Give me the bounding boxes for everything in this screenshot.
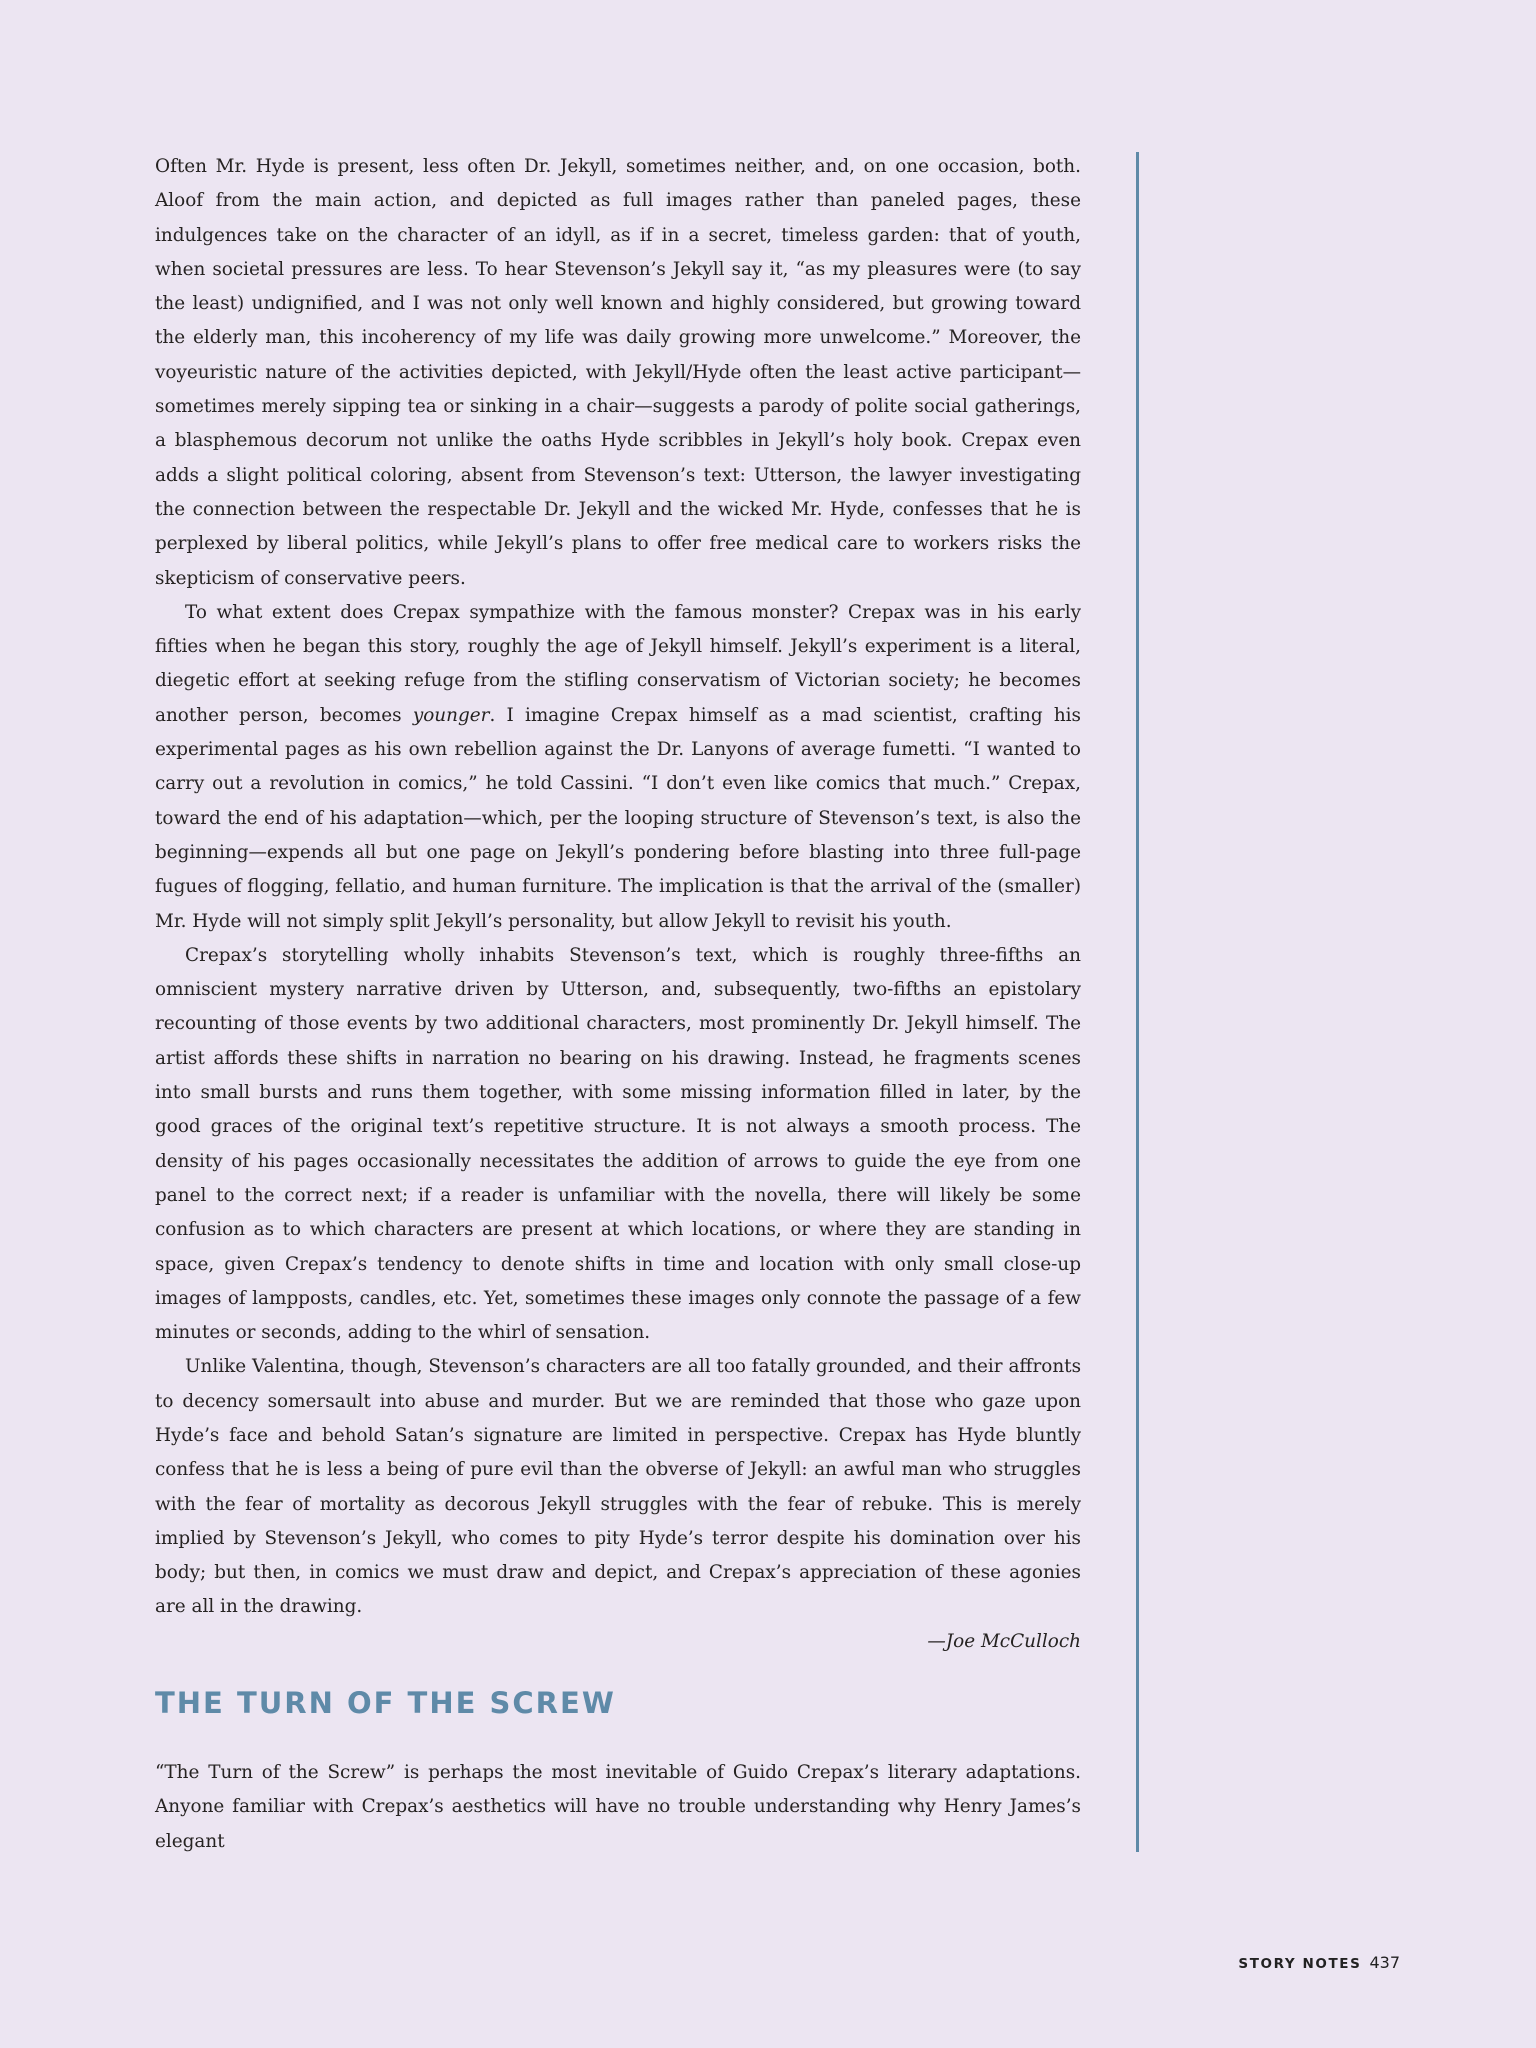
vertical-rule-divider bbox=[1136, 152, 1139, 1852]
section-intro-paragraph: “The Turn of the Screw” is perhaps the most inevitable of Guido Crepax’s literary adaptations. Anyone familiar with Crepax’s aesthetics will have no trouble understanding why Henry James’s elegant bbox=[155, 1762, 1081, 1852]
page-footer bbox=[1238, 1953, 1400, 1972]
page-number: 437 bbox=[1369, 1953, 1400, 1972]
paragraph-1: Often Mr. Hyde is present, less often Dr. Jekyll, sometimes neither, and, on one occasion, both. Aloof from the main action, and depicted as full images rather than paneled pages, these indulgences take on the character of an idyll, as if in a secret, timeless garden: that of youth, when societal pressures are less. To hear Stevenson’s Jekyll say it, “as my pleasures were (to say the least) undignified, and I was not only well known and highly considered, but growing toward the elderly man, this incoherency of my life was daily growing more unwelcome.” Moreover, the voyeuristic nature of the activities depicted, with Jekyll/Hyde often the least active participant—sometimes merely sipping tea or sinking in a chair—suggests a parody of polite social gatherings, a blasphemous decorum not unlike the oaths Hyde scribbles in Jekyll’s holy book. Crepax even adds a slight political coloring, absent from Stevenson’s text: Utterson, the lawyer investigating the connection between the respectable Dr. Jekyll and the wicked Mr. Hyde, confesses that he is perplexed by liberal politics, while Jekyll’s plans to offer free medical care to workers risks the skepticism of conservative peers. bbox=[155, 156, 1081, 589]
paragraph-4: Unlike Valentina, though, Stevenson’s characters are all too fatally grounded, and their affronts to decency somersault into abuse and murder. But we are reminded that those who gaze upon Hyde’s face and behold Satan’s signature are limited in perspective. Crepax has Hyde bluntly confess that he is less a being of pure evil than the obverse of Jekyll: an awful man who struggles with the fear of mortality as decorous Jekyll struggles with the fear of rebuke. This is merely implied by Stevenson’s Jekyll, who comes to pity Hyde’s terror despite his domination over his body; but then, in comics we must draw and depict, and Crepax’s appreciation of these agonies are all in the drawing. bbox=[155, 1356, 1082, 1618]
paragraph-2-text-b: . I imagine Crepax himself as a mad scientist, crafting his experimental pages as his own rebellion against the Dr. Lanyons of average fumetti. “I wanted to carry out a revolution in comics,” he told Cassini. “I don’t even like comics that much.” Crepax, toward the end of his adaptation—which, per the looping structure of Stevenson’s text, is also the beginning—expends all but one page on Jekyll’s pondering before blasting into three full-page fugues of flogging, fellatio, and human furniture. The implication is that the arrival of the (smaller) Mr. Hyde will not simply split Jekyll’s personality, but allow Jekyll to revisit his youth. bbox=[155, 704, 1081, 932]
paragraph-2-text-a: To what extent does Crepax sympathize with the famous monster? Crepax was in his early fifties when he began this story, roughly the age of Jekyll himself. Jekyll’s experiment is a literal, diegetic effort at seeking refuge from the stifling conservatism of Victorian society; he becomes another person, becomes bbox=[155, 601, 1081, 726]
article-body bbox=[155, 150, 1081, 1659]
paragraph-3: Crepax’s storytelling wholly inhabits Stevenson’s text, which is roughly three-fifths an omniscient mystery narrative driven by Utterson, and, subsequently, two-fifths an epistolary recounting of those events by two additional characters, most prominently Dr. Jekyll himself. The artist affords these shifts in narration no bearing on his drawing. Instead, he fragments scenes into small bursts and runs them together, with some missing information filled in later, by the good graces of the original text’s repetitive structure. It is not always a smooth process. The density of his pages occasionally necessitates the addition of arrows to guide the eye from one panel to the correct next; if a reader is unfamiliar with the novella, there will likely be some confusion as to which characters are present at which locations, or where they are standing in space, given Crepax’s tendency to denote shifts in time and location with only small close-up images of lampposts, candles, etc. Yet, sometimes these images only connote the passage of a few minutes or seconds, adding to the whirl of sensation. bbox=[155, 944, 1081, 1344]
paragraph-2 bbox=[155, 596, 1081, 939]
section-heading: THE TURN OF THE SCREW bbox=[155, 1686, 616, 1720]
paragraph-2-italic-word: younger bbox=[412, 704, 490, 726]
section-intro bbox=[155, 1756, 1081, 1859]
running-footer-label: STORY NOTES bbox=[1238, 1956, 1362, 1972]
author-byline: —Joe McCulloch bbox=[927, 1630, 1081, 1652]
